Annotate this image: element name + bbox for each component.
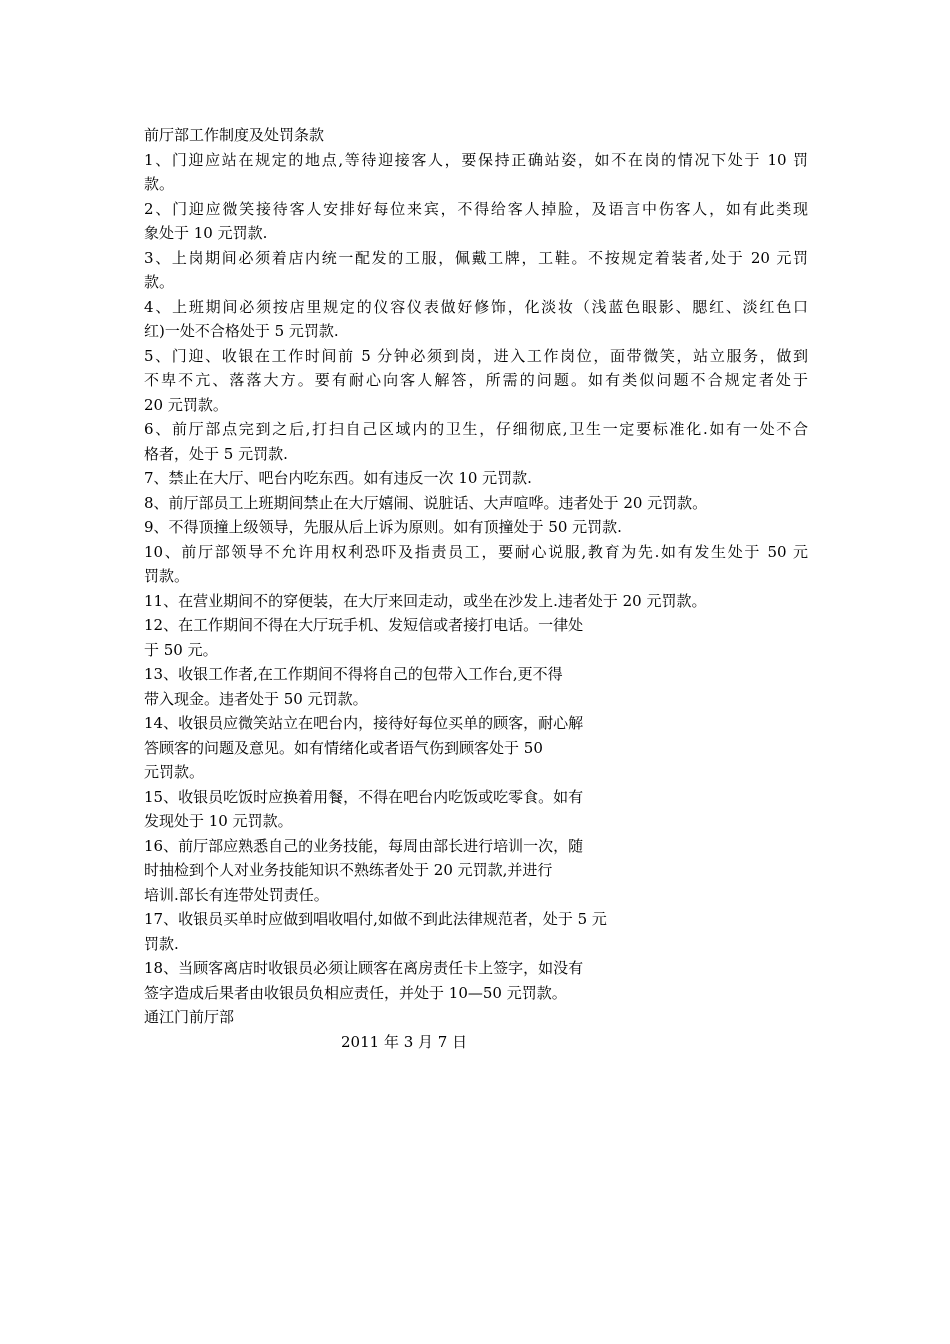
rule-line: 18、当顾客离店时收银员必须让顾客在离房责任卡上签字，如没有	[144, 959, 584, 977]
rule-line: 格者，处于 5 元罚款.	[144, 444, 288, 463]
rule-line: 5、门迎、收银在工作时间前 5 分钟必须到岗，进入工作岗位，面带微笑，站立服务，做到	[144, 346, 808, 365]
rule-line: 13、收银工作者,在工作期间不得将自己的包带入工作台,更不得	[144, 665, 563, 683]
rule-line: 4、上班期间必须按店里规定的仪容仪表做好修饰，化淡妆（浅蓝色眼影、腮红、淡红色口	[144, 297, 808, 316]
rule-line: 罚款.	[144, 934, 179, 953]
rule-line: 红)一处不合格处于 5 元罚款.	[144, 322, 339, 340]
rule-line: 6、前厅部点完到之后,打扫自己区域内的卫生，仔细彻底,卫生一定要标准化.如有一处不合	[144, 420, 808, 438]
document-title: 前厅部工作制度及处罚条款	[144, 126, 325, 144]
rule-line: 培训.部长有连带处罚责任。	[144, 885, 329, 904]
signature-org: 通江门前厅部	[144, 1008, 235, 1026]
rule-line: 答顾客的问题及意见。如有情绪化或者语气伤到顾客处于 50	[144, 738, 543, 757]
rule-line: 款。	[144, 273, 175, 291]
rule-line: 1、门迎应站在规定的地点,等待迎接客人，要保持正确站姿，如不在岗的情况下处于 10 罚	[144, 150, 808, 169]
rule-line: 款。	[144, 175, 175, 193]
rule-line: 16、前厅部应熟悉自己的业务技能，每周由部长进行培训一次，随	[144, 836, 584, 855]
signature-date: 2011 年 3 月 7 日	[341, 1032, 468, 1051]
rule-line: 带入现金。违者处于 50 元罚款。	[144, 689, 368, 708]
document-body	[144, 123, 808, 1054]
rule-line: 20 元罚款。	[144, 395, 228, 414]
rule-line: 15、收银员吃饭时应换着用餐，不得在吧台内吃饭或吃零食。如有	[144, 787, 584, 806]
rule-line: 3、上岗期间必须着店内统一配发的工服，佩戴工牌，工鞋。不按规定着装者,处于 20 元罚	[144, 248, 808, 267]
rule-line: 不卑不亢、落落大方。要有耐心向客人解答，所需的问题。如有类似问题不合规定者处于	[144, 371, 808, 389]
rule-line: 罚款。	[144, 567, 190, 585]
rule-line: 签字造成后果者由收银员负相应责任，并处于 10—50 元罚款。	[144, 983, 567, 1002]
rule-line: 发现处于 10 元罚款。	[144, 812, 293, 830]
rule-line: 元罚款。	[144, 763, 205, 781]
rule-line: 14、收银员应微笑站立在吧台内，接待好每位买单的顾客，耐心解	[144, 714, 584, 732]
rule-line: 12、在工作期间不得在大厅玩手机、发短信或者接打电话。一律处	[144, 616, 584, 634]
rules-list	[144, 148, 808, 1006]
rule-line: 7、禁止在大厅、吧台内吃东西。如有违反一次 10 元罚款.	[144, 469, 532, 487]
rule-line: 10、前厅部领导不允许用权利恐吓及指责员工，要耐心说服,教育为先.如有发生处于 50 元	[144, 542, 808, 561]
rule-line: 象处于 10 元罚款.	[144, 224, 268, 242]
rule-line: 2、门迎应微笑接待客人安排好每位来宾，不得给客人掉脸，及语言中伤客人，如有此类现	[144, 199, 808, 218]
rule-line: 9、不得顶撞上级领导，先服从后上诉为原则。如有顶撞处于 50 元罚款.	[144, 518, 622, 536]
rule-line: 时抽检到个人对业务技能知识不熟练者处于 20 元罚款,并进行	[144, 861, 553, 879]
rule-line: 于 50 元。	[144, 640, 218, 659]
rule-line: 8、前厅部员工上班期间禁止在大厅嬉闹、说脏话、大声喧哗。违者处于 20 元罚款。	[144, 493, 708, 512]
rule-line: 17、收银员买单时应做到唱收唱付,如做不到此法律规范者，处于 5 元	[144, 910, 607, 928]
rule-line: 11、在营业期间不的穿便装，在大厅来回走动，或坐在沙发上.违者处于 20 元罚款。	[144, 591, 707, 610]
